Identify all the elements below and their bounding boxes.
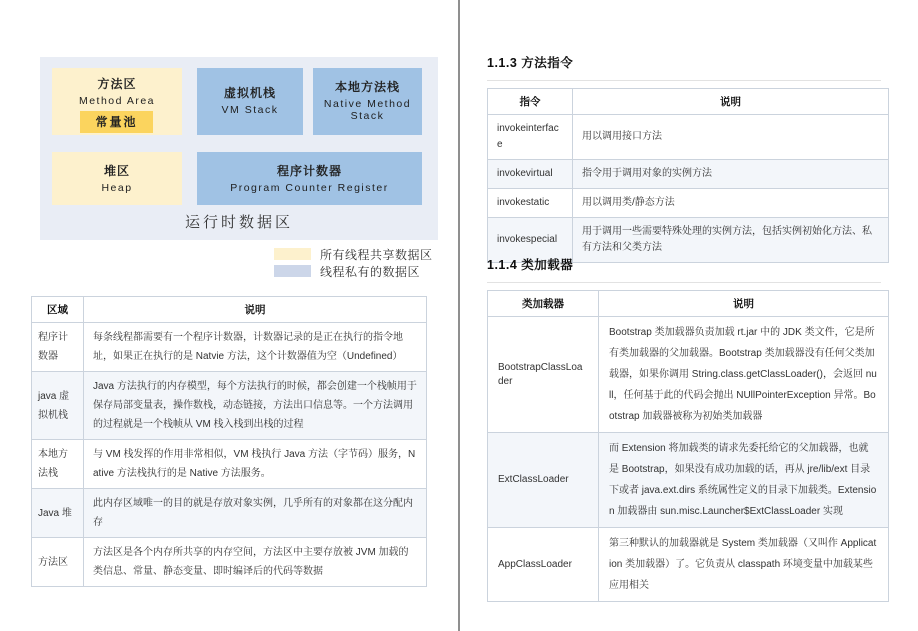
table-cell: invokeinterface <box>488 115 573 160</box>
native-stack-subtitle: Native Method Stack <box>323 98 412 122</box>
table-row <box>488 317 889 433</box>
method-instructions-table <box>487 88 889 263</box>
table-row <box>32 440 427 489</box>
table-cell: 本地方法栈 <box>32 440 84 489</box>
table-cell: Bootstrap 类加载器负责加载 rt.jar 中的 JDK 类文件，它是所有类加载器的父加载器。Bootstrap 类加载器没有任何父类加载器，如果你调用 String.class.getClassLoader()，会返回 null，任何基于此的代码会抛出 NUllPointerException 异常。Bootstrap 加载器被称为初始类加载器 <box>599 317 889 433</box>
table-cell: invokestatic <box>488 189 573 218</box>
diagram-box-constant-pool: 常量池 <box>80 111 153 133</box>
table-row <box>32 538 427 587</box>
table-row <box>488 433 889 528</box>
method-area-subtitle: Method Area <box>78 95 156 107</box>
column-header: 区域 <box>32 297 84 323</box>
pc-register-title: 程序计数器 <box>276 164 342 178</box>
table-cell: ExtClassLoader <box>488 433 599 528</box>
diagram-box-native-method-stack <box>313 68 422 135</box>
column-header: 说明 <box>599 291 889 317</box>
legend-label-shared: 所有线程共享数据区 <box>320 247 433 262</box>
table-header-row <box>32 297 427 323</box>
table-header-row <box>488 291 889 317</box>
pc-register-subtitle: Program Counter Register <box>230 182 389 194</box>
table-row <box>488 528 889 602</box>
table-cell: Java 方法执行的内存模型，每个方法执行的时候，都会创建一个栈帧用于保存局部变量表，操作数栈，动态链接，方法出口信息等。一个方法调用的过程就是一个栈帧从 VM 栈入栈到出栈的过程 <box>84 372 427 440</box>
table-row <box>488 189 889 218</box>
diagram-box-method-area <box>52 68 182 135</box>
table-header-row <box>488 89 889 115</box>
table-cell: 方法区 <box>32 538 84 587</box>
column-header: 说明 <box>573 89 889 115</box>
heap-title: 堆区 <box>103 164 130 178</box>
table-cell: 每条线程都需要有一个程序计数器，计数器记录的是正在执行的指令地址，如果正在执行的是 Natvie 方法，这个计数器值为空（Undefined） <box>84 323 427 372</box>
table-cell: 而 Extension 将加载类的请求先委托给它的父加载器，也就是 Bootstrap，如果没有成功加载的话，再从 jre/lib/ext 目录下或者 java.ext.dirs 系统属性定义的目录下加载类。Extension 加载器由 sun.misc.Launcher$ExtClassLoader 实现 <box>599 433 889 528</box>
native-stack-title: 本地方法栈 <box>334 80 400 94</box>
table-cell: 方法区是各个内存所共享的内存空间，方法区中主要存放被 JVM 加载的类信息、常量、静态变量、即时编译后的代码等数据 <box>84 538 427 587</box>
runtime-areas-table <box>31 296 427 587</box>
table-cell: AppClassLoader <box>488 528 599 602</box>
vm-stack-title: 虚拟机栈 <box>223 86 276 100</box>
table-cell: invokevirtual <box>488 160 573 189</box>
heading-rule <box>487 80 881 81</box>
vm-stack-subtitle: VM Stack <box>221 104 279 116</box>
table-row <box>32 323 427 372</box>
legend-swatch-private <box>274 265 311 277</box>
legend-label-private: 线程私有的数据区 <box>320 264 421 279</box>
table-cell: BootstrapClassLoader <box>488 317 599 433</box>
legend-swatch-shared <box>274 248 311 260</box>
table-cell: 用于调用一些需要特殊处理的实例方法，包括实例初始化方法、私有方法和父类方法 <box>573 218 889 263</box>
table-cell: java 虚拟机栈 <box>32 372 84 440</box>
section-heading-class-loaders: 1.1.4 类加载器 <box>487 258 574 272</box>
table-row <box>32 489 427 538</box>
table-cell: Java 堆 <box>32 489 84 538</box>
jvm-runtime-data-area-diagram <box>40 57 438 240</box>
table-cell: 指令用于调用对象的实例方法 <box>573 160 889 189</box>
class-loaders-table <box>487 290 889 602</box>
legend-item-private <box>274 264 433 278</box>
method-area-title: 方法区 <box>97 77 137 91</box>
column-header: 说明 <box>84 297 427 323</box>
diagram-box-heap <box>52 152 182 205</box>
table-cell: 与 VM 栈发挥的作用非常相似，VM 栈执行 Java 方法（字节码）服务，Native 方法栈执行的是 Native 方法服务。 <box>84 440 427 489</box>
column-header: 类加载器 <box>488 291 599 317</box>
column-header: 指令 <box>488 89 573 115</box>
diagram-box-pc-register <box>197 152 422 205</box>
heading-rule <box>487 282 881 283</box>
legend-item-shared <box>274 247 433 261</box>
table-cell: invokespecial <box>488 218 573 263</box>
table-cell: 用以调用类/静态方法 <box>573 189 889 218</box>
table-row <box>32 372 427 440</box>
section-heading-method-instructions: 1.1.3 方法指令 <box>487 56 574 70</box>
diagram-legend <box>274 247 433 281</box>
diagram-box-vm-stack <box>197 68 303 135</box>
diagram-caption: 运行时数据区 <box>184 214 293 231</box>
table-cell: 程序计数器 <box>32 323 84 372</box>
table-cell: 此内存区域唯一的目的就是存放对象实例，几乎所有的对象都在这分配内存 <box>84 489 427 538</box>
table-row <box>488 160 889 189</box>
table-cell: 第三种默认的加载器就是 System 类加载器（又叫作 Application 类加载器）了。它负责从 classpath 环境变量中加载某些应用相关 <box>599 528 889 602</box>
table-cell: 用以调用接口方法 <box>573 115 889 160</box>
heap-subtitle: Heap <box>101 182 133 194</box>
page-right <box>459 0 918 631</box>
table-row <box>488 115 889 160</box>
